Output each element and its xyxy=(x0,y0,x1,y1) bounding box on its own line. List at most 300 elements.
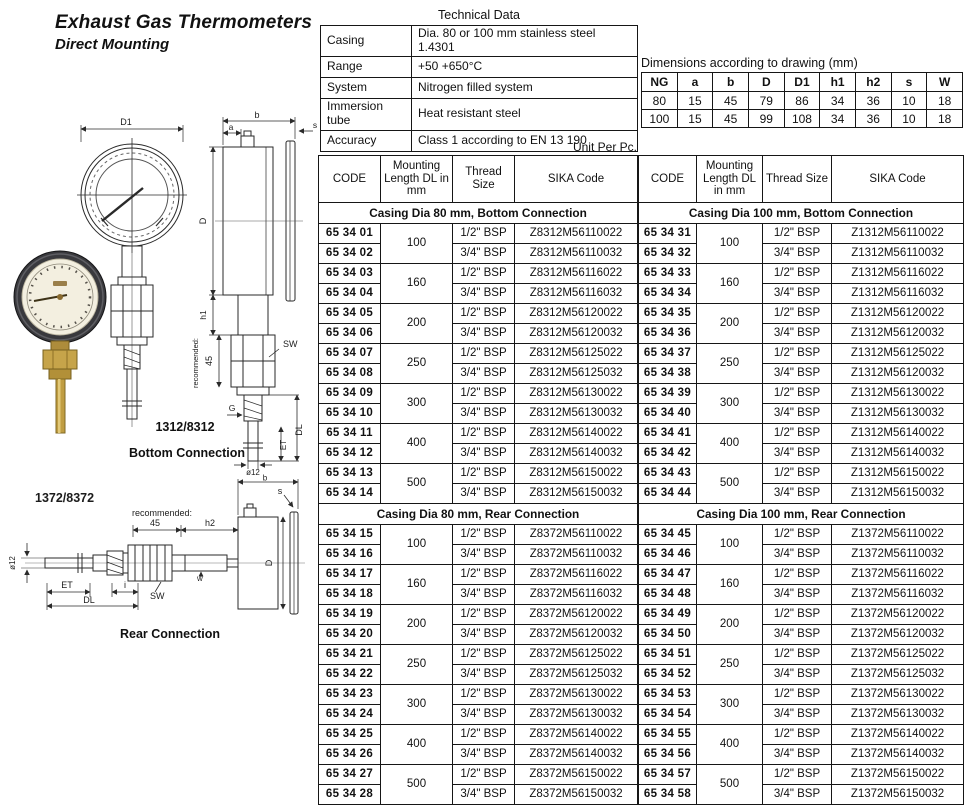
catalog-row xyxy=(319,685,638,705)
code-cell: 65 34 21 xyxy=(319,645,381,665)
thread-cell: 1/2" BSP xyxy=(763,384,832,404)
code-cell: 65 34 34 xyxy=(639,284,697,304)
code-cell: 65 34 13 xyxy=(319,464,381,484)
catalog-row xyxy=(639,364,964,384)
catalog-row xyxy=(319,384,638,404)
dims-header-cell: s xyxy=(891,73,927,92)
thread-cell: 1/2" BSP xyxy=(453,765,515,785)
section-header-row xyxy=(319,504,638,525)
thread-cell: 1/2" BSP xyxy=(453,224,515,244)
catalog-row xyxy=(319,444,638,464)
length-cell: 200 xyxy=(381,304,453,344)
dims-header-cell: D1 xyxy=(784,73,820,92)
length-cell: 200 xyxy=(697,605,763,645)
thread-cell: 1/2" BSP xyxy=(453,464,515,484)
code-cell: 65 34 12 xyxy=(319,444,381,464)
code-cell: 65 34 24 xyxy=(319,705,381,725)
thread-cell: 1/2" BSP xyxy=(763,645,832,665)
length-cell: 400 xyxy=(381,725,453,765)
recommended-label: recommended: xyxy=(191,337,200,389)
length-cell: 100 xyxy=(381,224,453,264)
sika-cell: Z8312M56116022 xyxy=(515,264,638,284)
code-cell: 65 34 52 xyxy=(639,665,697,685)
catalog-row xyxy=(319,364,638,384)
sika-cell: Z8372M56130032 xyxy=(515,705,638,725)
sika-cell: Z8312M56120032 xyxy=(515,324,638,344)
sika-cell: Z1312M56120022 xyxy=(832,304,964,324)
tech-label: Casing xyxy=(321,26,412,57)
code-cell: 65 34 40 xyxy=(639,404,697,424)
model-number-bottom: 1312/8312 xyxy=(155,420,215,434)
thread-cell: 3/4" BSP xyxy=(763,444,832,464)
code-cell: 65 34 20 xyxy=(319,625,381,645)
length-cell: 250 xyxy=(381,645,453,685)
drawing-rear-connection xyxy=(5,475,320,627)
sika-cell: Z1372M56150022 xyxy=(832,765,964,785)
col-mounting-length: Mounting Length DL in mm xyxy=(381,156,453,203)
dim-b-label: b xyxy=(254,110,260,120)
dims-cell: 45 xyxy=(713,110,749,128)
code-cell: 65 34 48 xyxy=(639,585,697,605)
thread-cell: 1/2" BSP xyxy=(453,384,515,404)
code-cell: 65 34 14 xyxy=(319,484,381,504)
dim-45-label: 45 xyxy=(204,355,214,367)
length-cell: 160 xyxy=(381,565,453,605)
dims-cell: 45 xyxy=(713,92,749,110)
thread-cell: 3/4" BSP xyxy=(763,665,832,685)
dim-dl-label: DL xyxy=(294,424,304,436)
length-cell: 500 xyxy=(381,765,453,805)
thread-cell: 3/4" BSP xyxy=(453,284,515,304)
col-code: CODE xyxy=(639,156,697,203)
code-cell: 65 34 41 xyxy=(639,424,697,444)
catalog-row xyxy=(639,384,964,404)
sika-cell: Z8312M56130032 xyxy=(515,404,638,424)
code-cell: 65 34 10 xyxy=(319,404,381,424)
code-cell: 65 34 08 xyxy=(319,364,381,384)
catalog-row xyxy=(319,404,638,424)
sika-cell: Z1312M56120032 xyxy=(832,324,964,344)
col-code: CODE xyxy=(319,156,381,203)
dims-row xyxy=(642,110,963,128)
sika-cell: Z8312M56125032 xyxy=(515,364,638,384)
sika-cell: Z1312M56110032 xyxy=(832,244,964,264)
sika-cell: Z1372M56110032 xyxy=(832,545,964,565)
thread-cell: 1/2" BSP xyxy=(763,304,832,324)
dims-cell: 18 xyxy=(927,110,963,128)
thread-cell: 1/2" BSP xyxy=(763,725,832,745)
thread-cell: 3/4" BSP xyxy=(763,364,832,384)
sika-cell: Z8312M56116032 xyxy=(515,284,638,304)
sika-cell: Z1372M56150032 xyxy=(832,785,964,805)
catalog-row xyxy=(639,224,964,244)
thread-cell: 3/4" BSP xyxy=(763,404,832,424)
catalog-row xyxy=(639,585,964,605)
dims-cell: 80 xyxy=(642,92,678,110)
tech-value: Class 1 according to EN 13 190 xyxy=(412,130,638,151)
code-cell: 65 34 32 xyxy=(639,244,697,264)
catalog-row xyxy=(639,284,964,304)
dim-et-label: ET xyxy=(279,439,288,451)
technical-data-panel xyxy=(320,8,638,152)
dims-header-cell: b xyxy=(713,73,749,92)
code-cell: 65 34 01 xyxy=(319,224,381,244)
length-cell: 160 xyxy=(697,264,763,304)
catalog-row xyxy=(319,725,638,745)
code-cell: 65 34 28 xyxy=(319,785,381,805)
code-cell: 65 34 23 xyxy=(319,685,381,705)
thread-cell: 1/2" BSP xyxy=(453,304,515,324)
code-cell: 65 34 39 xyxy=(639,384,697,404)
catalog-row xyxy=(639,685,964,705)
dims-header-cell: NG xyxy=(642,73,678,92)
tech-label: System xyxy=(321,77,412,98)
dim-b-label: b xyxy=(262,473,268,483)
sika-cell: Z1312M56150022 xyxy=(832,464,964,484)
code-cell: 65 34 49 xyxy=(639,605,697,625)
catalog-row xyxy=(319,284,638,304)
dims-header-cell: h1 xyxy=(820,73,856,92)
section-title: Casing Dia 80 mm, Rear Connection xyxy=(319,504,638,525)
thread-cell: 3/4" BSP xyxy=(763,785,832,805)
tech-value: Heat resistant steel xyxy=(412,98,638,130)
thread-cell: 3/4" BSP xyxy=(453,625,515,645)
tech-value: Dia. 80 or 100 mm stainless steel 1.4301 xyxy=(412,26,638,57)
code-cell: 65 34 06 xyxy=(319,324,381,344)
sika-cell: Z8372M56140022 xyxy=(515,725,638,745)
dim-w-label: w xyxy=(197,574,203,583)
thread-cell: 1/2" BSP xyxy=(763,424,832,444)
code-cell: 65 34 17 xyxy=(319,565,381,585)
sika-cell: Z1372M56116032 xyxy=(832,585,964,605)
code-cell: 65 34 15 xyxy=(319,525,381,545)
sika-cell: Z8312M56120022 xyxy=(515,304,638,324)
length-cell: 100 xyxy=(697,525,763,565)
thread-cell: 3/4" BSP xyxy=(453,404,515,424)
col-thread-size: Thread Size xyxy=(453,156,515,203)
sika-cell: Z8372M56150022 xyxy=(515,765,638,785)
catalog-row xyxy=(639,785,964,805)
code-cell: 65 34 35 xyxy=(639,304,697,324)
dim-45-label: 45 xyxy=(149,518,161,528)
catalog-row xyxy=(639,424,964,444)
catalog-row xyxy=(639,705,964,725)
sika-cell: Z1312M56120032 xyxy=(832,364,964,384)
thread-cell: 3/4" BSP xyxy=(763,745,832,765)
thread-cell: 3/4" BSP xyxy=(763,545,832,565)
dim-d-label: D xyxy=(264,559,274,567)
catalog-row xyxy=(639,444,964,464)
catalog-row xyxy=(639,725,964,745)
thread-cell: 3/4" BSP xyxy=(453,785,515,805)
section-header-row xyxy=(639,504,964,525)
catalog-row xyxy=(639,565,964,585)
thread-cell: 1/2" BSP xyxy=(453,565,515,585)
length-cell: 250 xyxy=(697,344,763,384)
catalog-row xyxy=(319,224,638,244)
sika-cell: Z1372M56130032 xyxy=(832,705,964,725)
dim-et-label: ET xyxy=(61,580,73,590)
code-cell: 65 34 02 xyxy=(319,244,381,264)
dims-cell: 79 xyxy=(748,92,784,110)
length-cell: 300 xyxy=(697,384,763,424)
col-thread-size: Thread Size xyxy=(763,156,832,203)
dim-s-label: s xyxy=(312,120,318,130)
sika-cell: Z8312M56110022 xyxy=(515,224,638,244)
code-cell: 65 34 26 xyxy=(319,745,381,765)
length-cell: 500 xyxy=(381,464,453,504)
thread-cell: 1/2" BSP xyxy=(453,344,515,364)
thread-cell: 1/2" BSP xyxy=(763,344,832,364)
sika-cell: Z8372M56130022 xyxy=(515,685,638,705)
sika-cell: Z1372M56116022 xyxy=(832,565,964,585)
catalog-row xyxy=(319,344,638,364)
length-cell: 160 xyxy=(697,565,763,605)
thread-cell: 3/4" BSP xyxy=(453,665,515,685)
dimensions-panel xyxy=(641,56,963,128)
thread-cell: 3/4" BSP xyxy=(453,745,515,765)
thread-cell: 1/2" BSP xyxy=(453,685,515,705)
dims-header-cell: h2 xyxy=(855,73,891,92)
col-sika-code: SIKA Code xyxy=(832,156,964,203)
sika-cell: Z1312M56116022 xyxy=(832,264,964,284)
dims-header-cell: W xyxy=(927,73,963,92)
code-cell: 65 34 42 xyxy=(639,444,697,464)
length-cell: 100 xyxy=(381,525,453,565)
code-table-80mm xyxy=(318,155,638,805)
catalog-row xyxy=(639,484,964,504)
code-cell: 65 34 45 xyxy=(639,525,697,545)
code-cell: 65 34 37 xyxy=(639,344,697,364)
code-cell: 65 34 25 xyxy=(319,725,381,745)
catalog-row xyxy=(639,645,964,665)
dim-h2-label: h2 xyxy=(204,518,216,528)
sika-cell: Z1312M56130022 xyxy=(832,384,964,404)
dim-dia12-label: ø12 xyxy=(246,468,260,477)
sika-cell: Z8312M56150022 xyxy=(515,464,638,484)
technical-data-title: Technical Data xyxy=(438,8,520,22)
sika-cell: Z8312M56150032 xyxy=(515,484,638,504)
thread-cell: 3/4" BSP xyxy=(453,324,515,344)
thread-cell: 1/2" BSP xyxy=(763,224,832,244)
sika-cell: Z1312M56130032 xyxy=(832,404,964,424)
sika-cell: Z1372M56130022 xyxy=(832,685,964,705)
tech-label: Range xyxy=(321,56,412,77)
length-cell: 300 xyxy=(697,685,763,725)
section-header-row xyxy=(639,203,964,224)
thread-cell: 1/2" BSP xyxy=(453,424,515,444)
dims-header-row xyxy=(642,73,963,92)
code-cell: 65 34 54 xyxy=(639,705,697,725)
dim-dia12-label: ø12 xyxy=(8,556,17,570)
unit-note: Unit Per Pc. xyxy=(572,140,637,154)
catalog-row xyxy=(319,545,638,565)
catalog-row xyxy=(319,705,638,725)
thread-cell: 3/4" BSP xyxy=(453,364,515,384)
code-table-100mm xyxy=(638,155,964,805)
thread-cell: 1/2" BSP xyxy=(763,685,832,705)
sika-cell: Z8372M56125032 xyxy=(515,665,638,685)
length-cell: 250 xyxy=(381,344,453,384)
dims-cell: 10 xyxy=(891,92,927,110)
technical-data-table xyxy=(320,25,638,152)
length-cell: 250 xyxy=(697,645,763,685)
sika-cell: Z8312M56140022 xyxy=(515,424,638,444)
code-cell: 65 34 53 xyxy=(639,685,697,705)
sika-cell: Z1372M56120032 xyxy=(832,625,964,645)
catalog-row xyxy=(639,525,964,545)
sika-cell: Z8312M56110032 xyxy=(515,244,638,264)
code-cell: 65 34 19 xyxy=(319,605,381,625)
dim-g-label: G xyxy=(228,403,236,413)
sika-cell: Z8372M56116022 xyxy=(515,565,638,585)
caption-bottom-connection: Bottom Connection xyxy=(129,446,245,460)
length-cell: 500 xyxy=(697,464,763,504)
catalog-row xyxy=(319,424,638,444)
catalog-row xyxy=(319,484,638,504)
code-cell: 65 34 03 xyxy=(319,264,381,284)
code-cell: 65 34 43 xyxy=(639,464,697,484)
catalog-row xyxy=(639,545,964,565)
dims-cell: 15 xyxy=(677,92,713,110)
dims-header-cell: a xyxy=(677,73,713,92)
section-title: Casing Dia 100 mm, Rear Connection xyxy=(639,504,964,525)
dims-cell: 36 xyxy=(855,92,891,110)
thread-cell: 3/4" BSP xyxy=(453,244,515,264)
tech-data-row xyxy=(321,77,638,98)
dims-cell: 99 xyxy=(748,110,784,128)
dims-cell: 10 xyxy=(891,110,927,128)
thread-cell: 3/4" BSP xyxy=(763,705,832,725)
dims-row xyxy=(642,92,963,110)
sika-cell: Z8372M56150032 xyxy=(515,785,638,805)
thread-cell: 1/2" BSP xyxy=(763,565,832,585)
sika-cell: Z8372M56125022 xyxy=(515,645,638,665)
dims-cell: 34 xyxy=(820,110,856,128)
catalog-row xyxy=(319,605,638,625)
dimensions-table xyxy=(641,72,963,128)
catalog-row xyxy=(319,645,638,665)
thread-cell: 1/2" BSP xyxy=(763,525,832,545)
thread-cell: 1/2" BSP xyxy=(763,464,832,484)
length-cell: 200 xyxy=(381,605,453,645)
catalog-row xyxy=(319,464,638,484)
tech-label: Immersion tube xyxy=(321,98,412,130)
code-cell: 65 34 58 xyxy=(639,785,697,805)
dims-cell: 15 xyxy=(677,110,713,128)
recommended-label: recommended: xyxy=(132,508,193,518)
length-cell: 300 xyxy=(381,384,453,424)
catalog-row xyxy=(639,404,964,424)
sika-cell: Z1372M56120022 xyxy=(832,605,964,625)
catalog-row xyxy=(639,625,964,645)
thread-cell: 1/2" BSP xyxy=(763,765,832,785)
title-block xyxy=(55,12,312,53)
code-cell: 65 34 50 xyxy=(639,625,697,645)
thread-cell: 3/4" BSP xyxy=(763,284,832,304)
catalog-row xyxy=(639,745,964,765)
catalog-row xyxy=(639,464,964,484)
code-cell: 65 34 33 xyxy=(639,264,697,284)
catalog-row xyxy=(639,605,964,625)
code-cell: 65 34 44 xyxy=(639,484,697,504)
code-cell: 65 34 55 xyxy=(639,725,697,745)
dims-cell: 108 xyxy=(784,110,820,128)
catalog-row xyxy=(319,625,638,645)
dim-h1-label: h1 xyxy=(198,310,208,320)
length-cell: 400 xyxy=(697,725,763,765)
code-cell: 65 34 11 xyxy=(319,424,381,444)
thread-cell: 3/4" BSP xyxy=(763,625,832,645)
sika-cell: Z1372M56110022 xyxy=(832,525,964,545)
code-cell: 65 34 57 xyxy=(639,765,697,785)
dim-d-label: D xyxy=(198,217,208,225)
thermometer-photo xyxy=(14,251,106,433)
thread-cell: 3/4" BSP xyxy=(453,484,515,504)
sika-cell: Z1312M56140032 xyxy=(832,444,964,464)
length-cell: 160 xyxy=(381,264,453,304)
sika-cell: Z1372M56125022 xyxy=(832,645,964,665)
col-sika-code: SIKA Code xyxy=(515,156,638,203)
catalog-row xyxy=(639,344,964,364)
catalog-row xyxy=(319,765,638,785)
code-cell: 65 34 56 xyxy=(639,745,697,765)
catalog-row xyxy=(319,324,638,344)
code-cell: 65 34 07 xyxy=(319,344,381,364)
length-cell: 400 xyxy=(697,424,763,464)
length-cell: 500 xyxy=(697,765,763,805)
thread-cell: 1/2" BSP xyxy=(453,525,515,545)
sika-cell: Z1372M56140032 xyxy=(832,745,964,765)
tech-data-row xyxy=(321,26,638,57)
sika-cell: Z1312M56150032 xyxy=(832,484,964,504)
thread-cell: 3/4" BSP xyxy=(763,484,832,504)
dims-cell: 36 xyxy=(855,110,891,128)
section-title: Casing Dia 80 mm, Bottom Connection xyxy=(319,203,638,224)
tech-data-row xyxy=(321,98,638,130)
catalog-row xyxy=(319,585,638,605)
code-cell: 65 34 31 xyxy=(639,224,697,244)
sika-cell: Z1312M56140022 xyxy=(832,424,964,444)
sika-cell: Z8312M56125022 xyxy=(515,344,638,364)
dims-cell: 86 xyxy=(784,92,820,110)
sika-cell: Z1312M56116032 xyxy=(832,284,964,304)
sika-cell: Z1312M56125022 xyxy=(832,344,964,364)
length-cell: 100 xyxy=(697,224,763,264)
catalog-row xyxy=(639,665,964,685)
dim-sw-label: SW xyxy=(283,339,298,349)
code-table-header xyxy=(319,156,638,203)
thread-cell: 1/2" BSP xyxy=(453,645,515,665)
section-header-row xyxy=(319,203,638,224)
tech-data-row xyxy=(321,56,638,77)
thread-cell: 3/4" BSP xyxy=(453,545,515,565)
thread-cell: 3/4" BSP xyxy=(763,244,832,264)
model-number-rear: 1372/8372 xyxy=(35,491,95,505)
code-cell: 65 34 27 xyxy=(319,765,381,785)
code-cell: 65 34 16 xyxy=(319,545,381,565)
catalog-row xyxy=(319,565,638,585)
thread-cell: 1/2" BSP xyxy=(763,264,832,284)
thread-cell: 3/4" BSP xyxy=(453,444,515,464)
tech-value: +50 +650°C xyxy=(412,56,638,77)
dimensions-title: Dimensions according to drawing (mm) xyxy=(641,56,858,70)
code-cell: 65 34 22 xyxy=(319,665,381,685)
length-cell: 200 xyxy=(697,304,763,344)
code-table-header xyxy=(639,156,964,203)
catalog-row xyxy=(319,264,638,284)
code-cell: 65 34 05 xyxy=(319,304,381,324)
